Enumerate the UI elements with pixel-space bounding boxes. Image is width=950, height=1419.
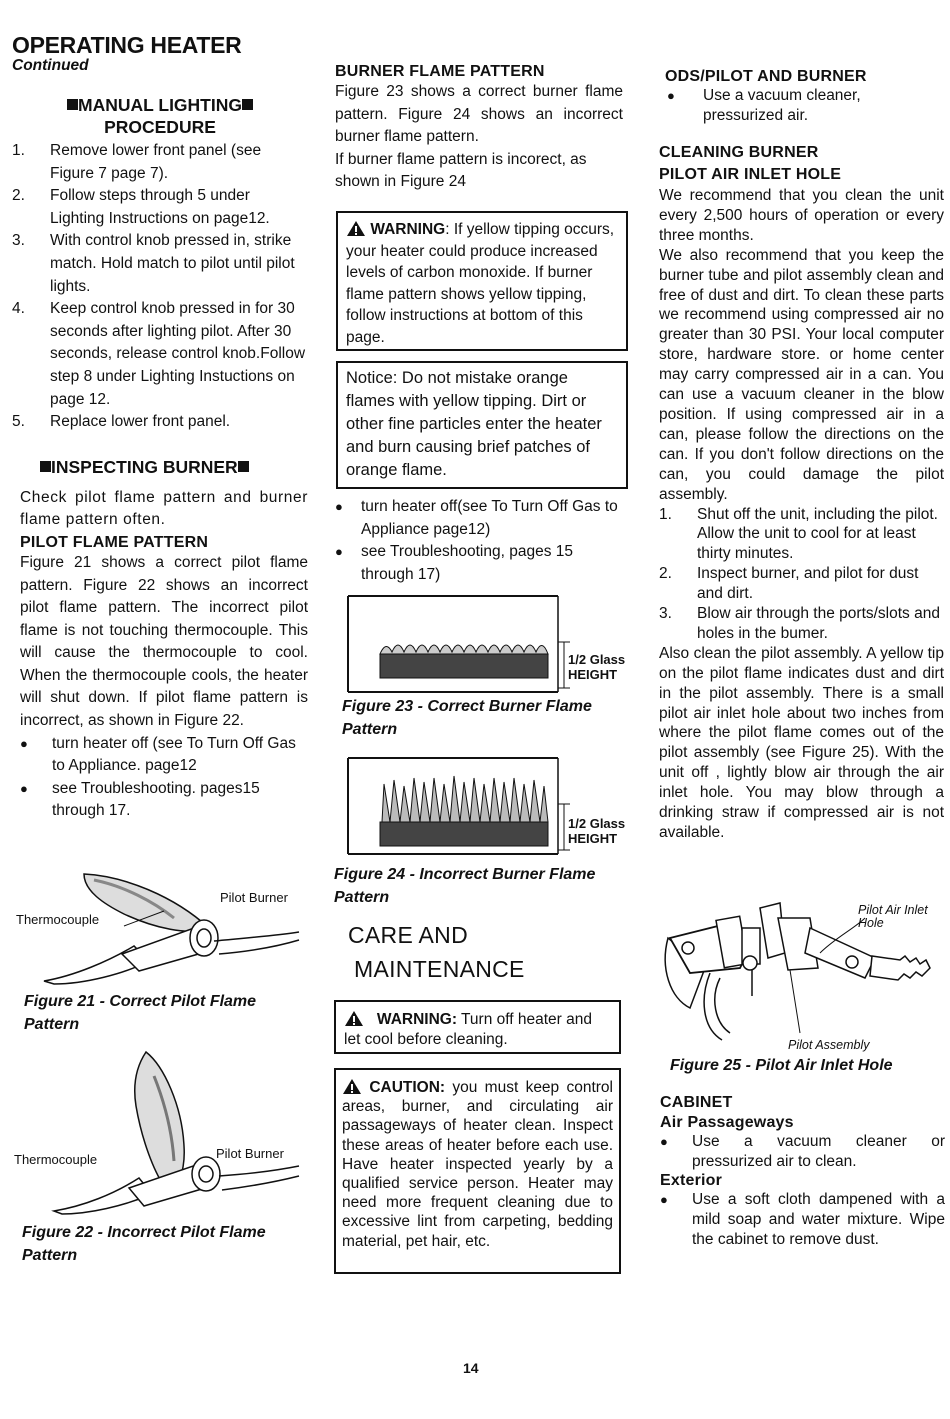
list-item: 4. Keep control knob pressed in for 30 seconds after lighting pilot. After 30 seconds, release control knob.Follow step 8 under Lighting Instuctions on page 12. (12, 300, 306, 408)
list-item: 2. Inspect burner, and pilot for dust and dirt. (659, 565, 919, 603)
warning-text: : If yellow tipping occurs, your heater could produce increased levels of carbon monoxide. If burner flame pattern shows yellow tipping, follow instructions at bottom of this page. (346, 221, 615, 346)
caution-label: CAUTION: (369, 1079, 446, 1096)
square-bullet-icon (242, 99, 253, 110)
burner-flame-text-2: If burner flame pattern is incorect, as shown in Figure 24 (335, 150, 587, 191)
manual-lighting-steps (12, 140, 308, 434)
list-item: 3. With control knob pressed in, strike match. Hold match to pilot until pilot lights. (12, 232, 295, 295)
square-bullet-icon (40, 461, 51, 472)
pilot-bullets (12, 733, 308, 823)
list-item: 1. Shut off the unit, including the pilot. Allow the unit to cool for at least thirty minutes. (659, 505, 938, 563)
column-1 (12, 94, 308, 823)
warning2-text: Turn off heater and let cool before cleaning. (344, 1011, 593, 1048)
list-item: 1. Remove lower front panel (see Figure 7 page 7). (12, 142, 262, 182)
caution-text: you must keep control areas, burner, and circulating air passageways of heater clean. Inspect these areas of heater before each use. Have heater inspected yearly by a qualified service person. Heater may need more frequent cleaning due to excessive lint from carpeting, bedding material, pet hair, etc. (342, 1079, 613, 1250)
fig24-glass-height-label: 1/2 Glass HEIGHT (568, 816, 626, 846)
exterior-heading: Exterior (660, 1172, 723, 1189)
column-2 (335, 63, 623, 194)
fig22-thermocouple-label: Thermocouple (14, 1152, 98, 1167)
pilot-flame-heading: PILOT FLAME PATTERN (20, 533, 209, 551)
figure-25-caption: Figure 25 - Pilot Air Inlet Hole (670, 1057, 893, 1074)
list-item: 5. Replace lower front panel. (12, 413, 231, 431)
warning-box (336, 211, 628, 351)
figure-23 (346, 594, 636, 694)
figure-22 (14, 1046, 304, 1216)
care-maintenance-title: CARE AND MAINTENANCE (348, 922, 525, 982)
cleaning-text-2: We also recommend that you keep the burner tube and pilot assembly clean and free of dust and dirt. To clean these parts we recommend using compressed air no greater than 30 PSI. Your local computer store, hardware store. or home center may carry compressed air in a can. You can use a vacuum cleaner in the blow position. If using compressed air in a can, please follow the directions on the can. If you don't follow directions on the can, you could damage the pilot assembly. (659, 246, 944, 503)
fig25-inlet-label: Pilot Air Inlet Hole (858, 903, 928, 930)
figure-23-caption: Figure 23 - Correct Burner Flame Pattern (342, 698, 592, 738)
page-title: OPERATING HEATER (12, 32, 242, 58)
cleaning-heading: CLEANING BURNER PILOT AIR INLET HOLE (659, 144, 842, 183)
list-item: ● see Troubleshooting. pages15 through 17. (20, 779, 260, 820)
burner-flame-text: Figure 23 shows a correct burner flame pattern. Figure 24 shows an incorrect burner flame pattern. (335, 83, 623, 146)
cabinet-heading: CABINET (660, 1094, 733, 1111)
pilot-burner-incorrect-illustration (14, 1046, 304, 1216)
warning-label: WARNING (370, 221, 446, 238)
figure-24-caption: Figure 24 - Incorrect Burner Flame Pattern (334, 866, 596, 906)
figure-21-caption: Figure 21 - Correct Pilot Flame Pattern (24, 993, 257, 1033)
figure-22-caption: Figure 22 - Incorrect Pilot Flame Pattern (22, 1224, 266, 1264)
manual-lighting-heading: MANUAL LIGHTING PROCEDURE (12, 94, 308, 138)
list-item: ● turn heater off (see To Turn Off Gas to Appliance. page12 (20, 734, 296, 775)
column-3 (659, 68, 944, 843)
cleaning-steps (659, 505, 944, 644)
list-item: ● Use a soft cloth dampened with a mild soap and water mixture. Wipe the cabinet to remove dust. (660, 1191, 945, 1248)
warning-box-2 (334, 1000, 621, 1054)
fig23-glass-height-label: 1/2 Glass HEIGHT (568, 652, 626, 682)
cabinet-section (660, 1094, 945, 1250)
fig25-assembly-label: Pilot Assembly (788, 1038, 870, 1052)
notice-box (336, 361, 628, 489)
air-passageways-heading: Air Passageways (660, 1114, 794, 1131)
page-subtitle: Continued (12, 57, 89, 74)
warning2-label: WARNING: (376, 1011, 457, 1028)
fig21-thermocouple-label: Thermocouple (16, 912, 100, 927)
list-item: ● turn heater off(see To Turn Off Gas to Appliance page12) (335, 498, 618, 538)
list-item: ● Use a vacuum cleaner or pressurized air to clean. (660, 1133, 945, 1170)
warning-triangle-icon (344, 1010, 364, 1027)
cleaning-text-1: We recommend that you clean the unit every 2,500 hours of operation or every three months. (659, 187, 944, 244)
figure-25 (660, 898, 945, 1056)
warning-triangle-icon (346, 220, 366, 237)
caution-box (334, 1068, 621, 1274)
inspecting-burner-heading: INSPECTING BURNER (12, 456, 308, 478)
fig22-pilot-label: Pilot Burner (216, 1146, 284, 1161)
list-item: 2. Follow steps through 5 under Lighting Instructions on page12. (12, 187, 270, 227)
pilot-flame-text: Figure 21 shows a correct pilot flame pattern. Figure 22 shows an incorrect pilot flame pattern. The incorrect pilot flame is not touching thermocouple. This will cause the thermocouple to cool. When the thermocouple cools, the heater will shut down. If pilot flame pattern is incorrect, as shown in Figure 22. (20, 553, 308, 730)
warning-triangle-icon (342, 1078, 362, 1095)
burner-bullets (335, 496, 625, 586)
figure-24 (346, 756, 636, 856)
page-header (12, 32, 241, 75)
inspect-text: Check pilot flame pattern and burner flame pattern often. (20, 488, 308, 529)
list-item: ● see Troubleshooting, pages 15 through 17) (335, 543, 573, 583)
square-bullet-icon (67, 99, 78, 110)
page-number: 14 (463, 1360, 479, 1376)
square-bullet-icon (238, 461, 249, 472)
ods-heading: ODS/PILOT AND BURNER (665, 68, 867, 85)
figure-21 (14, 866, 304, 986)
cleaning-text-3: Also clean the pilot assembly. A yellow tip on the pilot flame indicates dust and dirt in the pilot assembly. There is a small pilot air inlet hole about two inches from where the pilot flame comes out of the pilot assembly (see Figure 25). With the unit off , lightly blow air through the air inlet hole. You may blow through a drinking straw if compressed air is not available. (659, 644, 944, 841)
notice-text: Notice: Do not mistake orange flames with yellow tipping. Dirt or other fine particles enter the heater and burn causing brief patches of orange flame. (346, 369, 602, 479)
burner-flame-heading: BURNER FLAME PATTERN (335, 63, 545, 80)
list-item: ● Use a vacuum cleaner, pressurized air. (667, 87, 861, 124)
fig21-pilot-label: Pilot Burner (220, 890, 288, 905)
list-item: 3. Blow air through the ports/slots and holes in the bumer. (659, 605, 940, 642)
